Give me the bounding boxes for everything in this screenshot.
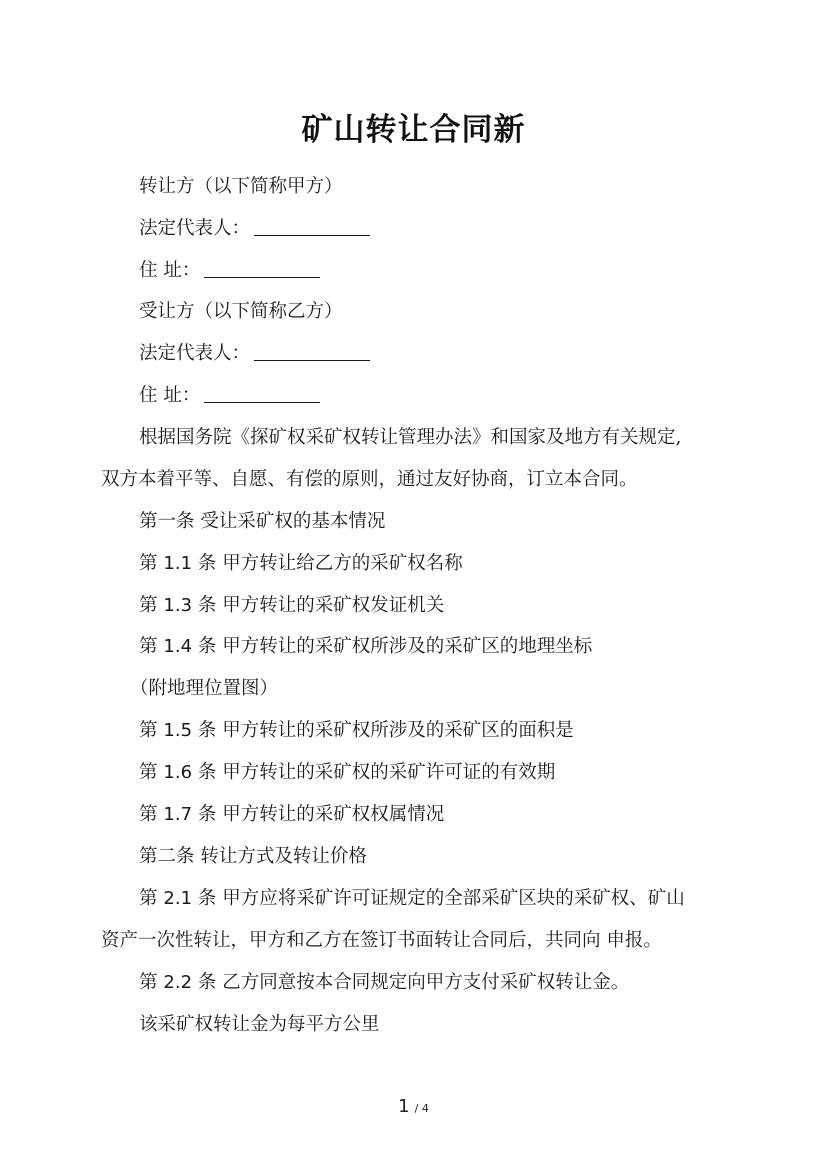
article-2-1 xyxy=(139,887,685,911)
party-a-address xyxy=(139,259,320,283)
article-number: 1.6 xyxy=(163,762,193,783)
article-1-6 xyxy=(139,761,555,785)
party-a-rep-label: 法定代表人： xyxy=(139,218,251,239)
article-prefix: 第 xyxy=(139,888,164,909)
total-pages: / 4 xyxy=(414,1102,429,1115)
article-text: 条 甲方转让的采矿权所涉及的采矿区的面积是 xyxy=(192,720,574,741)
article-2-1-continuation: 资产一次性转让，甲方和乙方在签订书面转让合同后，共同向 申报。 xyxy=(101,930,662,951)
party-b-addr-blank xyxy=(204,384,320,403)
party-b-rep-blank xyxy=(254,342,370,361)
party-a-representative xyxy=(139,217,370,241)
article-text: 条 甲方转让的采矿权所涉及的采矿区的地理坐标 xyxy=(192,636,593,657)
article-number: 2.1 xyxy=(163,888,193,909)
article-prefix: 第 xyxy=(139,595,164,616)
intro-paragraph-line-2: 双方本着平等、自愿、有偿的原则，通过友好协商，订立本合同。 xyxy=(101,469,638,490)
party-a-rep-blank xyxy=(254,217,370,236)
party-a-heading: 转让方（以下简称甲方） xyxy=(139,176,343,197)
article-text: 条 甲方转让的采矿权发证机关 xyxy=(192,595,445,616)
article-number: 1.3 xyxy=(163,595,193,616)
article-text: 条 甲方转让给乙方的采矿权名称 xyxy=(192,553,463,574)
price-line: 该采矿权转让金为每平方公里 xyxy=(139,1014,380,1035)
article-text: 条 甲方应将采矿许可证规定的全部采矿区块的采矿权、矿山 xyxy=(192,888,685,909)
article-prefix: 第 xyxy=(139,553,164,574)
article-prefix: 第 xyxy=(139,720,164,741)
article-prefix: 第 xyxy=(139,762,164,783)
article-1-5 xyxy=(139,719,574,743)
party-b-rep-label: 法定代表人： xyxy=(139,343,251,364)
party-a-addr-label: 住 址： xyxy=(139,260,201,281)
article-text: 条 甲方转让的采矿权权属情况 xyxy=(192,804,445,825)
article-number: 2.2 xyxy=(163,972,193,993)
article-number: 1.7 xyxy=(163,804,193,825)
article-1-4-note: （附地理位置图） xyxy=(130,678,279,699)
article-prefix: 第 xyxy=(139,804,164,825)
article-number: 1.5 xyxy=(163,720,193,741)
current-page: 1 xyxy=(398,1096,410,1117)
article-1-7 xyxy=(139,803,444,827)
article-1-4 xyxy=(139,635,592,659)
article-1-1 xyxy=(139,552,463,576)
article-text: 条 甲方转让的采矿权的采矿许可证的有效期 xyxy=(192,762,556,783)
party-a-addr-blank xyxy=(204,259,320,278)
document-title: 矿山转让合同新 xyxy=(301,112,526,148)
article-number: 1.1 xyxy=(163,553,193,574)
article-2-title: 第二条 转让方式及转让价格 xyxy=(139,846,367,867)
article-1-3 xyxy=(139,594,444,618)
party-b-representative xyxy=(139,342,370,366)
article-prefix: 第 xyxy=(139,636,164,657)
party-b-address xyxy=(139,384,320,408)
page-number xyxy=(0,1096,827,1117)
article-number: 1.4 xyxy=(163,636,193,657)
article-prefix: 第 xyxy=(139,972,164,993)
intro-paragraph-line-1: 根据国务院《探矿权采矿权转让管理办法》和国家及地方有关规定, xyxy=(139,427,682,448)
article-2-2 xyxy=(139,971,629,995)
article-1-title: 第一条 受让采矿权的基本情况 xyxy=(139,511,386,532)
party-b-addr-label: 住 址： xyxy=(139,385,201,406)
party-b-heading: 受让方（以下简称乙方） xyxy=(139,301,343,322)
article-text: 条 乙方同意按本合同规定向甲方支付采矿权转让金。 xyxy=(192,972,630,993)
